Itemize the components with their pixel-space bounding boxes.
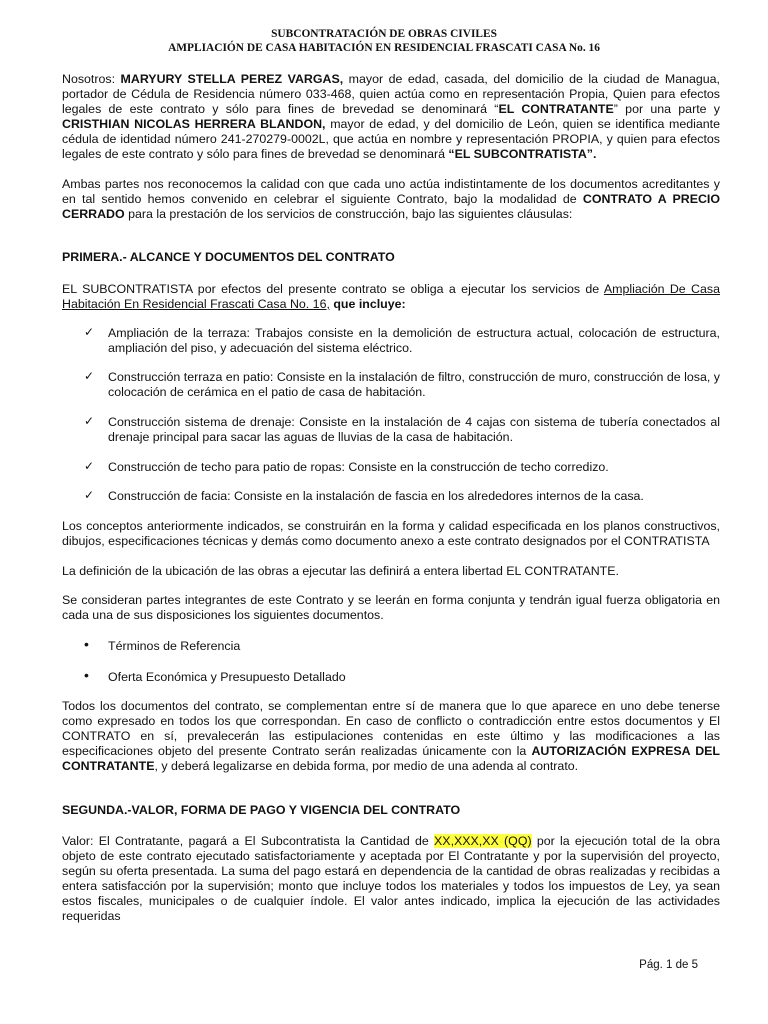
- value-paragraph: [62, 834, 720, 924]
- modality-text: Ambas partes nos reconocemos la calidad con que cada uno actúa indistintamente de los documentos acreditantes y en tal sentido hemos convenido en celebrar el siguiente Contrato, bajo la modalidad de: [62, 177, 720, 206]
- documents-paragraph: Se consideran partes integrantes de este Contrato y se leerán en forma conjunta y tendrán igual fuerza obligatoria en cada una de sus disposiciones los siguientes documentos.: [62, 593, 720, 622]
- check-icon: ✓: [84, 369, 95, 383]
- authorization-clause: AUTORIZACIÓN EXPRESA DEL CONTRATANTE: [62, 744, 721, 773]
- document-item: Términos de Referencia: [108, 639, 241, 653]
- scope-item: Construcción de techo para patio de ropas: Consiste en la construcción de techo corredizo.: [108, 460, 609, 474]
- precedence-text: , y deberá legalizarse en debida forma, por medio de una adenda al contrato.: [154, 759, 579, 773]
- concepts-paragraph: Los conceptos anteriormente indicados, se construirán en la forma y calidad especificada en los planos constructivos, dibujos, especificaciones técnicas y demás como documento anexo a este contrato designados por el CONTRATISTA: [62, 519, 720, 548]
- location-paragraph: La definición de la ubicación de las obras a ejecutar las definirá a entera libertad EL CONTRATANTE.: [62, 564, 619, 578]
- modality-paragraph: [62, 177, 720, 222]
- intro-text: mayor de edad, casada, del domicilio de la ciudad de Managua, portador de Cédula de Residencia número 033-468, quien actúa como en representación Propia, Quien para efectos legales de este contrato y sólo para fines de brevedad se denominará “: [62, 72, 720, 116]
- subcontratista-role: “EL SUBCONTRATISTA”.: [448, 147, 597, 161]
- check-icon: ✓: [84, 414, 95, 428]
- subcontratista-name: CRISTHIAN NICOLAS HERRERA BLANDON,: [62, 117, 326, 131]
- intro-text: Nosotros:: [62, 72, 121, 86]
- scope-item: Construcción de facia: Consiste en la instalación de fascia en los alrededores internos de la casa.: [108, 489, 644, 503]
- includes-label: que incluye:: [329, 297, 406, 311]
- intro-text: ” por una parte y: [613, 102, 720, 116]
- section-heading-segunda: SEGUNDA.-VALOR, FORMA DE PAGO Y VIGENCIA DEL CONTRATO: [62, 803, 461, 817]
- title-line-1: SUBCONTRATACIÓN DE OBRAS CIVILES: [271, 28, 497, 40]
- scope-paragraph: [62, 282, 720, 312]
- scope-item: Construcción terraza en patio: Consiste en la instalación de filtro, construcción de muro, construcción de losa, y colocación de cerámica en el patio de casa de habitación.: [108, 370, 720, 399]
- check-icon: ✓: [84, 488, 95, 502]
- document-item: Oferta Económica y Presupuesto Detallado: [108, 670, 346, 684]
- bullet-icon: •: [84, 667, 89, 683]
- title-line-2: AMPLIACIÓN DE CASA HABITACIÓN EN RESIDENCIAL FRASCATI CASA No. 16: [168, 42, 600, 54]
- amount-placeholder: XX,XXX,XX (QQ): [434, 834, 532, 848]
- document-title: [0, 27, 768, 55]
- contract-modality: CONTRATO A PRECIO CERRADO: [62, 192, 720, 221]
- scope-item: Ampliación de la terraza: Trabajos consiste en la demolición de estructura actual, colocación de estructura, ampliación del piso, y adecuación del sistema eléctrico.: [108, 326, 720, 355]
- precedence-paragraph: [62, 699, 720, 774]
- contratante-role: EL CONTRATANTE: [498, 102, 614, 116]
- intro-paragraph: [62, 72, 720, 162]
- value-text: por la ejecución total de la obra objeto de este contrato ejecutado satisfactoriamente y aceptada por El Contratante y por la supervisión del proyecto, según su oferta presentada. La suma del pago estará en dependencia de la cantidad de obras realizadas y recibidas a entera satisfacción por la supervisión; monto que incluye todos los materiales y todos los impuestos de Ley, ya sean estos fiscales, municipales o de cualquier índole. El valor antes indicado, implica la ejecución de las actividades requeridas: [62, 834, 720, 923]
- section-heading-primera: PRIMERA.- ALCANCE Y DOCUMENTOS DEL CONTRATO: [62, 250, 395, 264]
- intro-text: mayor de edad, y del domicilio de León, quien se identifica mediante cédula de identidad número 241-270279-0002L, que actúa en nombre y representación PROPIA, y quien para efectos legales de este contrato y sólo para fines de brevedad se denominará: [62, 117, 720, 161]
- precedence-text: Todos los documentos del contrato, se complementan entre sí de manera que lo que aparece en uno debe tenerse como expresado en todos los que correspondan. En caso de conflicto o contradicción entre estos documentos y El CONTRATO en sí, prevalecerán las estipulaciones contenidas en este último y las modificaciones a las especificaciones objeto del presente Contrato serán realizadas únicamente con la: [62, 699, 720, 758]
- check-icon: ✓: [84, 459, 95, 473]
- bullet-icon: •: [84, 636, 89, 652]
- value-text: Valor: El Contratante, pagará a El Subcontratista la Cantidad de: [62, 834, 435, 848]
- scope-item: Construcción sistema de drenaje: Consiste en la instalación de 4 cajas con sistema de tubería conectados al drenaje principal para sacar las aguas de lluvias de la casa de habitación.: [108, 415, 720, 444]
- modality-text: para la prestación de los servicios de construcción, bajo las siguientes cláusulas:: [124, 207, 573, 221]
- page-number: Pág. 1 de 5: [639, 959, 698, 971]
- scope-text: EL SUBCONTRATISTA por efectos del presente contrato se obliga a ejecutar los servicios de: [62, 282, 604, 296]
- project-name: Ampliación De Casa Habitación En Residencial Frascati Casa No. 16,: [62, 282, 720, 311]
- contratante-name: MARYURY STELLA PEREZ VARGAS,: [120, 72, 344, 86]
- check-icon: ✓: [84, 325, 95, 339]
